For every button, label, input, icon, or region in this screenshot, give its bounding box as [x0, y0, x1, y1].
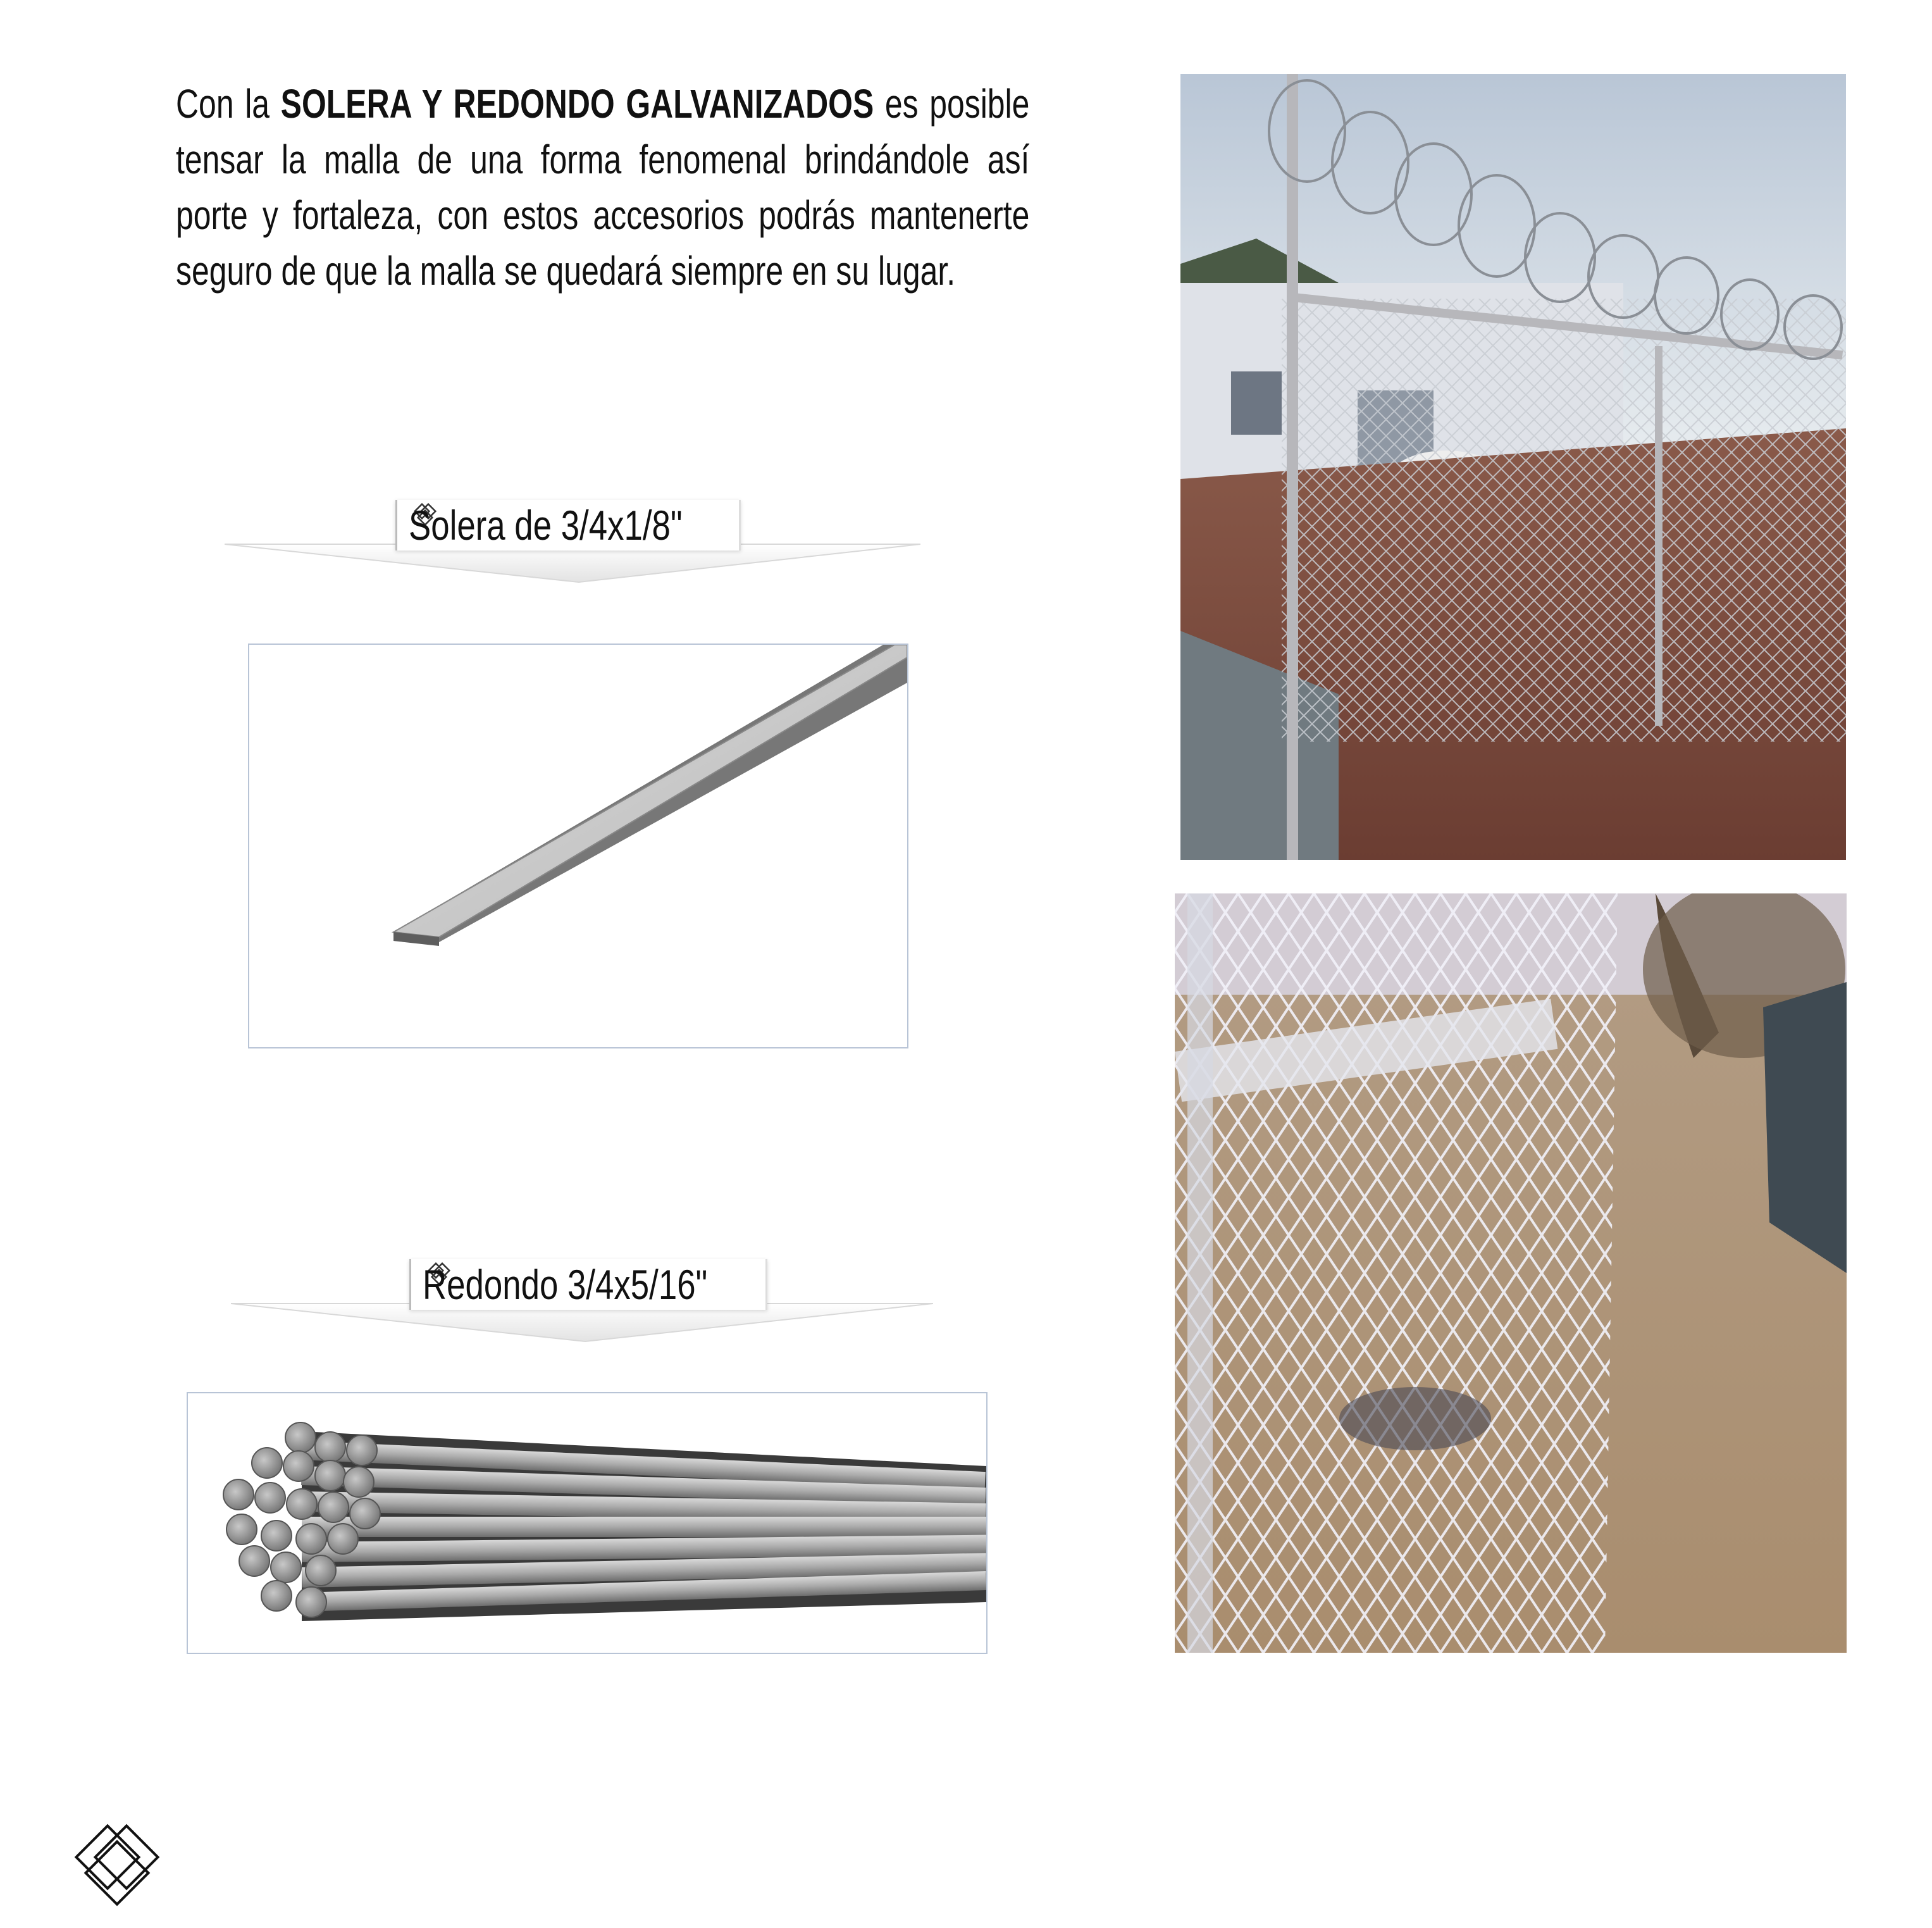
flat-bar-image: [249, 645, 907, 1047]
mesh-closeup-image: [1175, 893, 1847, 1653]
redondo-label-tab: [409, 1259, 767, 1310]
redondo-label: Redondo 3/4x5/16": [423, 1261, 708, 1308]
solera-image-frame: [248, 644, 908, 1048]
brand-logo: [63, 1813, 171, 1924]
mesh-closeup-photo: [1175, 893, 1847, 1653]
intro-pre: Con la: [176, 81, 281, 127]
solera-label-band: [225, 500, 920, 601]
rooftop-fence-photo: [1180, 74, 1846, 860]
diamond-lattice-logo-icon: [63, 1813, 171, 1920]
intro-bold: SOLERA Y REDONDO GALVANIZADOS: [280, 81, 874, 127]
solera-label-tab: [395, 500, 741, 550]
intro-post: es posible tensar la malla de una forma fenomenal brindándole así porte y fortaleza, con estos accesorios podrás mantenerte seguro de que la malla se quedará siempre en su lugar.: [176, 81, 1030, 294]
solera-label: Solera de 3/4x1/8": [409, 502, 683, 549]
intro-paragraph: [176, 76, 1029, 299]
rooftop-fence-image: [1180, 74, 1846, 860]
redondo-label-band: [231, 1259, 933, 1360]
redondo-image-frame: [187, 1392, 988, 1654]
round-bars-bundle-image: [188, 1393, 986, 1653]
